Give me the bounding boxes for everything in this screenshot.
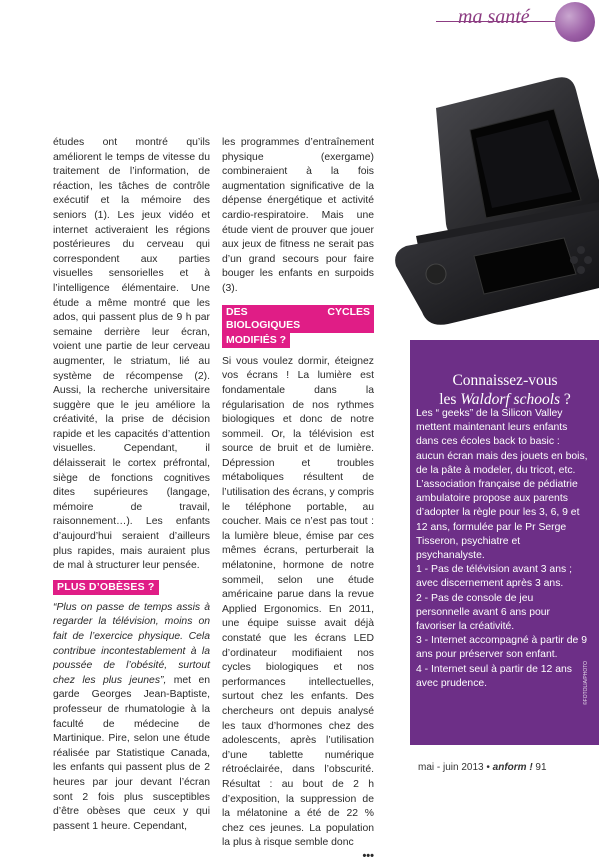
footer-magazine: anform ! — [492, 762, 533, 773]
article-column-2 — [222, 136, 374, 861]
sidebar-title-suffix: ? — [560, 391, 571, 408]
sidebar-rule: 1 - Pas de télévision avant 3 ans ; avec discernement après 3 ans. — [416, 564, 572, 590]
photo-credit: ©FOTOLIA/PHOTO — [583, 660, 589, 705]
sidebar-title-prefix: les — [439, 391, 461, 408]
sidebar-title-italic: Waldorf schools — [460, 391, 561, 408]
paragraph: études ont montré qu’ils améliorent le temps de vitesse du traitement de l’information, de réaction, les tâches de contrôle exécutif et la mémoire des seniors (1). Les jeux vidéo et internet activeraient les régions postérieures du cerveau qui correspondent aux parties visuelles sensorielles et à l’intelligence élémentaire. Une étude a même montré que les ados, qui passent plus de 9 h par semaine derrière leur écran, voient une partie de leur cerveau augmenter, le striatum, lié au système de récompense (2). Aussi, la recherche universitaire suggère que le jeu améliore la créativité, la prise de décision rapide et les capacités d’attention visuelles. Cependant, il délaisserait le cortex préfrontal, siège de fonctions cognitives dites supérieures (langage, mémoire de travail, raisonnement…). Les enfants d’aujourd’hui seraient d’ailleurs plus rapides, mais auraient plus de mal à structurer leur pensée. — [53, 137, 210, 572]
paragraph: Si vous voulez dormir, éteignez vos écrans ! La lumière est fondamentale dans la régularisation de nos rythmes biologiques et donc de notre sommeil. Or, la télévision est source de bruit et de lumière. Dépression et troubles métaboliques résultent de l’utilisation des écrans, y compris le téléphone portable, au coucher. Mais ce n’est pas tout : la lumière bleue, émise par ces mêmes écrans, perturberait la mélatonine, hormone de notre sommeil, selon une étude américaine parue dans la revue Applied Ergonomics. En 2011, une équipe suisse avait déjà constaté que les écrans LED d’ordinateur modifiaient nos cycles biologiques et nos performances intellectuelles, surtout chez les enfants. Des chercheurs ont depuis analysé les taux d’hormones chez des adolescents, après l’utilisation d’une tablette numérique rétroéclairée, dans l’obscurité. Résultat : au bout de 2 h d’exposition, la suppression de la mélatonine a été de 22 % chez ces jeunes. La population la plus à risque semble donc — [222, 355, 374, 849]
sidebar-rule: 3 - Internet accompagné à partir de 9 ans pour préserver son enfant. — [416, 635, 587, 661]
quote: “Plus on passe de temps assis à regarder la télévision, moins on fait de l’exercice physique. Cela contribue incontestablement à la poussée de l’obésité, surtout chez les plus jeunes”, — [53, 601, 210, 686]
footer-date: mai - juin 2013 • — [418, 762, 493, 773]
heading-line-2: MODIFIÉS ? — [222, 333, 290, 348]
section-heading-cycles — [222, 305, 374, 349]
continued-marker: ••• — [362, 849, 374, 862]
paragraph: les programmes d’entraînement physique (exergame) combineraient à la fois augmentation significative de la dépense énergétique et activité cardio-respiratoire. Mais une étude vient de prouver que jouer aux jeux de fitness ne serait pas d’un grand secours pour faire bouger les enfants en surpoids (3). — [222, 137, 374, 294]
sidebar-title — [410, 371, 599, 409]
paragraph-text: met en garde Georges Jean-Baptiste, professeur de rhumatologie à la faculté de médecine de Martinique. Pire, selon une étude réalisée par Statistique Canada, les enfants qui passent plus de 2 heures par jour devant l’écran sont 2 fois plus susceptibles d’être obèses que ceux y qui passent 1 heure. Cependant, — [53, 674, 210, 832]
heading-line-1: DES CYCLES BIOLOGIQUES — [222, 305, 374, 333]
section-heading-obeses: PLUS D’OBÈSES ? — [53, 580, 159, 595]
sidebar-rule: 2 - Pas de console de jeu personnelle avant 6 ans pour favoriser la créativité. — [416, 592, 551, 633]
sidebar-body — [416, 407, 588, 691]
section-title: ma santé — [458, 6, 530, 28]
sidebar-rule: 4 - Internet seul à partir de 12 ans avec prudence. — [416, 663, 572, 689]
page-footer — [418, 762, 547, 773]
section-ball-icon — [555, 2, 595, 42]
footer-page-number: 91 — [532, 762, 547, 773]
paragraph — [53, 601, 210, 835]
sidebar-intro: Les “ geeks” de la Silicon Valley mettent maintenant leurs enfants dans ces écoles back to basic : aucun écran mais des jouets en bois, de la pâte à modeler, du tricot, etc. L’association française de pédiatrie ambulatoire propose aux parents d’adopter la règle pour les 3, 6, 9 et 12 ans, formulée par le Pr Serge Tisseron, psychiatre et psychanalyste. — [416, 408, 588, 562]
sidebar-title-line1: Connaissez-vous — [452, 372, 558, 389]
article-column-1 — [53, 136, 210, 834]
game-console-image — [376, 60, 599, 335]
